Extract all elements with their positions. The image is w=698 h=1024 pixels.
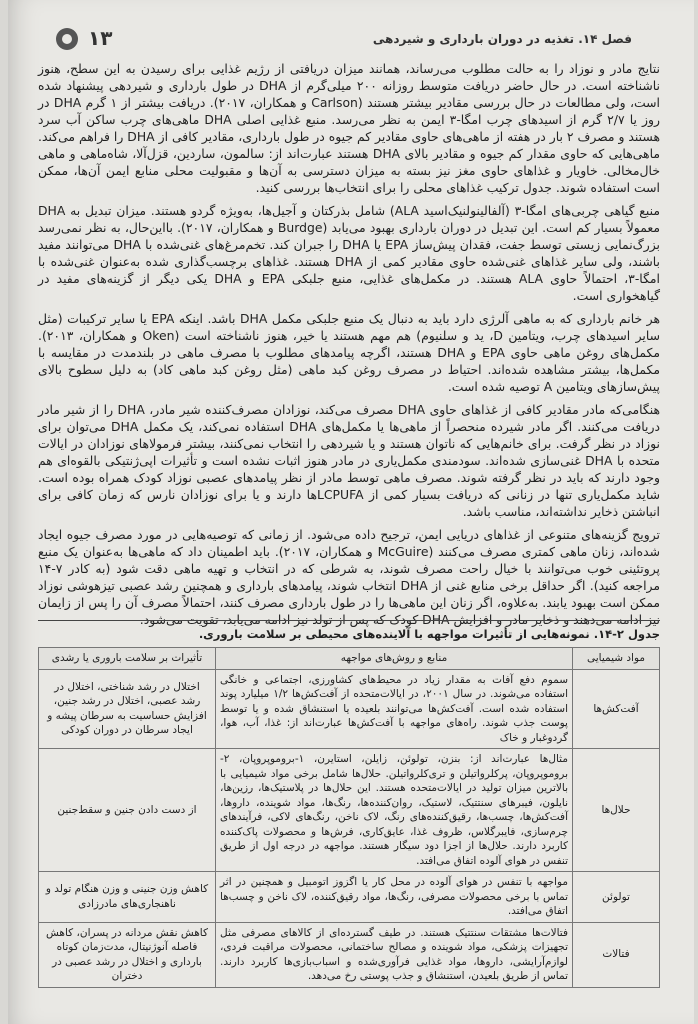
publisher-logo-icon	[56, 28, 78, 50]
paragraph: نتایج مادر و نوزاد را به حالت مطلوب می‌رساند، همانند میزان دریافتی از رژیم غذایی برای رسیدن به این سطح، هنوز ناشناخته است. در حال حاضر دریافت متوسط روزانه ۲۰۰ میلی‌گرم از DHA در طول بارداری و شیردهی پیشنهاد شده است، ولی مطالعات در حال بررسی مقادیر بیشتر هستند (Carlson و همکاران، ۲۰۱۷). دریافت بیشتر از ۱ گرم DHA در روز یا ۲/۷ گرم از اسیدهای چرب امگا-۳ ایمن به نظر می‌رسد. منبع غذایی اصلی DHA ماهی‌های چرب ساکن آب سرد هستند و مصرف ۲ بار در هفته از ماهی‌های حاوی مقادیر کم جیوه در طول بارداری، مقادیر کافی از DHA را فراهم می‌کند. ماهی‌هایی که حاوی مقدار کم جیوه و مقادیر بالای DHA هستند عبارت‌اند از: سالمون، ساردین، قزل‌آلا، شاه‌ماهی و ماهی خال‌مخالی. خاویار و غذاهای حاوی مغز نیز بسته به میزان دسترسی به آن‌ها و مقبولیت محلی منابع ایمن آن‌ها، ممکن است استفاده شوند. جدول ترکیب غذاهای محلی را برای انتخاب‌ها بررسی کنید.	[38, 61, 661, 195]
table-row	[39, 749, 660, 872]
cell-sources: فتالات‌ها مشتقات سنتتیک هستند. در طیف گسترده‌ای از کالاهای مصرفی مثل تجهیزات پزشکی، مواد شوینده و مصالح ساختمانی، محصولات مراقبت فردی، لوازم‌آرایشی، داروها، مواد غذایی فرآوری‌شده و اسباب‌بازی‌ها کاربرد دارند. تماس از طریق بلعیدن، استنشاق و جذب پوستی رخ می‌دهد.	[216, 922, 573, 987]
cell-chemical: فتالات	[573, 922, 660, 987]
paragraph: هر خانم بارداری که به ماهی آلرژی دارد باید به دنبال یک منبع جلبکی مکمل DHA باشد. اینکه EPA یا سایر ترکیبات (مثل سایر اسیدهای چرب، ویتامین D، ید و سلنیوم) هم مهم هستند یا خیر، هنوز ناشناخته است (Oken و همکاران، ۲۰۱۳). مکمل‌های روغن ماهی حاوی EPA و DHA هستند، اگرچه پیامدهای مطلوب با مصرف ماهی در بلندمدت در مقایسه با مکمل‌ها، بیشتر مشاهده شده‌اند. احتیاط در مصرف روغن کبد ماهی (مثل روغن کبد ماهی کاد) به دلیل سطوح بالای پیش‌سازهای ویتامین A توصیه شده است.	[38, 311, 661, 394]
book-page	[8, 0, 694, 1024]
cell-effects: کاهش نقش مردانه در پسران، کاهش فاصله آنوژنیتال، مدت‌زمان کوتاه بارداری و اختلال در رشد عصبی در دختران	[39, 922, 216, 987]
cell-effects: از دست دادن جنین و سقط‌جنین	[39, 749, 216, 872]
page-header	[30, 22, 672, 62]
table-caption: جدول ۲-۱۴. نمونه‌هایی از تأثیرات مواجهه با آلاینده‌های محیطی بر سلامت باروری.	[38, 620, 660, 641]
header-chemical: مواد شیمیایی	[573, 648, 660, 670]
header-effects: تأثیرات بر سلامت باروری یا رشدی	[39, 648, 216, 670]
table-header-row	[39, 648, 660, 670]
paragraph: هنگامی‌که مادر مقادیر کافی از غذاهای حاوی DHA مصرف می‌کند، نوزادان مصرف‌کننده شیر مادر، DHA را از شیر مادر دریافت می‌کنند. اگر مادر شیرده منحصراً از ماهی‌ها یا مکمل‌های DHA استفاده نمی‌کند، یک مکمل DHA می‌توان برای نوزاد در نظر گرفت. برای خانم‌هایی که ناتوان هستند و یا شیردهی را انتخاب نمی‌کنند، بیشتر فرمولاهای نوزادان در ایالات متحده با DHA غنی‌سازی شده‌اند. سودمندی مکمل‌یاری در مادر هنوز اثبات نشده است و تأثیرات اپی‌ژنتیکی بالقوه‌ای هم وجود دارند که باید در نظر گرفته شوند. مصرف ماهی توسط مادر از نظر پیامدهای عصبی نوزاد کودک همراه بوده است. شاید مکمل‌یاری تنها در زنانی که دریافت بسیار کمی از LCPUFAها دارند و یا برای نوزادان نارس که زمان کافی برای انباشتن ذخایر نداشته‌اند، مناسب باشد.	[38, 402, 661, 519]
cell-effects: کاهش وزن جنینی و وزن هنگام تولد و ناهنجاری‌های مادرزادی	[39, 872, 216, 923]
header-sources: منابع و روش‌های مواجهه	[216, 648, 573, 670]
pollutants-table	[38, 647, 660, 988]
paragraph: منبع گیاهی چربی‌های امگا-۳ (آلفالینولنیک‌اسید ALA) شامل بذرکتان و آجیل‌ها، به‌ویژه گردو هستند. میزان تبدیل به DHA معمولاً بسیار کم است. این تبدیل در دوران بارداری بهبود می‌یابد (Burdge و همکاران، ۲۰۱۷). بااین‌حال، به نظر نمی‌رسد بزرگ‌نمایی زیستی توسط جفت، فقدان پیش‌ساز EPA یا DHA را جبران کند. تخم‌مرغ‌های غنی‌شده با DHA می‌توانند مفید باشند، ولی سایر غذاهای غنی‌شده حاوی مقادیر کمی از DHA هستند. غذاهای برچسب‌گذاری شده به‌عنوان غنی‌شده با امگا-۳، احتمالاً حاوی ALA هستند. در مکمل‌های غذایی، منبع جلبکی EPA و DHA یکی دیگر از گزینه‌های مفید در گیاهخواری است.	[38, 203, 661, 303]
cell-sources: مثال‌ها عبارت‌اند از: بنزن، تولوئن، زایلن، استایرن، ۱-بروموپروپان، ۲-بروموپروپان، پرکلرواتیلن و تری‌کلرواتیلن. حلال‌ها شامل برخی مواد شیمیایی با بالاترین میزان تولید در ایالات‌متحده هستند. این حلال‌ها در پلاستیک‌ها، رزین‌ها، نایلون، فیبرهای سنتتیک، لاستیک، روان‌کننده‌ها، رنگ‌ها، مواد شوینده، داروها، آفت‌کش‌ها، چسب‌ها، رقیق‌کننده‌های رنگ، لاک ناخن، رنگ‌های لاکی، فرآیندهای چرم‌سازی، فایبرگلاس، ظروف غذا، عایق‌کاری، فرش‌ها و محصولات پاک‌کننده کاربرد دارند. حلال‌ها از اجزا دود سیگار هستند. مواجهه در درجه اول از طریق تنفس در هوای آلوده اتفاق می‌افتد.	[216, 749, 573, 872]
cell-chemical: آفت‌کش‌ها	[573, 669, 660, 749]
page-number: ۱۳	[88, 26, 113, 50]
cell-sources: سموم دفع آفات به مقدار زیاد در محیط‌های کشاورزی، اجتماعی و خانگی استفاده می‌شوند. در سال ۲۰۰۱، در ایالات‌متحده از آفت‌کش‌ها ۱/۲ میلیارد پوند استفاده شده است. آفت‌کش‌ها می‌توانند بلعیده یا استنشاق شده و یا توسط پوست جذب شوند. راه‌های مواجهه با آفت‌کش‌ها عبارت‌اند از: غذا، آب، هوا، گردوغبار و خاک	[216, 669, 573, 749]
table-row	[39, 872, 660, 923]
paragraph: ترویج گزینه‌های متنوعی از غذاهای دریایی ایمن، ترجیح داده می‌شود. از زمانی که توصیه‌هایی در مورد مصرف جیوه ایجاد شده‌اند، زنان ماهی کمتری مصرف می‌کنند (McGuire و همکاران، ۲۰۱۷). باید اطمینان داد که ماهی‌ها به‌عنوان یک منبع پروتئینی خوب می‌توانند با خیال راحت مصرف شوند، به شرطی که در انتخاب و تهیه ماهی دقت شود (به کادر ۷-۱۴ مراجعه کنید). اگر حداقل برخی منابع غنی از DHA انتخاب شوند، پیامدهای بارداری و همچنین رشد عصبی تیزهوشی نوزاد ممکن است بهبود یابند. به‌علاوه، اگر زنان این ماهی‌ها را در طول بارداری مصرف کنند، احتمالاً مصرف آن را پس از زایمان نیز ادامه می‌دهند و ذخایر مادر و افزایش DHA کودک که پس از تولد نیز ادامه می‌یابد، تقویت می‌شود.	[38, 527, 660, 627]
cell-effects: اختلال در رشد شناختی، اختلال در رشد عصبی، اختلال در رشد جنین، افزایش حساسیت به سرطان پیشه و ایجاد سرطان در دوران کودکی	[39, 669, 216, 749]
table-row	[39, 922, 660, 987]
cell-sources: مواجهه با تنفس در هوای آلوده در محل کار یا اگزوز اتومبیل و همچنین در اثر تماس با برخی محصولات مصرفی، رنگ‌ها، مواد رقیق‌کننده، لاک ناخن و چسب‌ها اتفاق می‌افتد.	[216, 872, 573, 923]
table-row	[39, 669, 660, 749]
body-text	[38, 60, 660, 634]
cell-chemical: تولوئن	[573, 872, 660, 923]
cell-chemical: حلال‌ها	[573, 749, 660, 872]
chapter-title: فصل ۱۴. تغذیه در دوران بارداری و شیردهی	[372, 32, 632, 46]
pollutants-table-section	[38, 620, 660, 988]
